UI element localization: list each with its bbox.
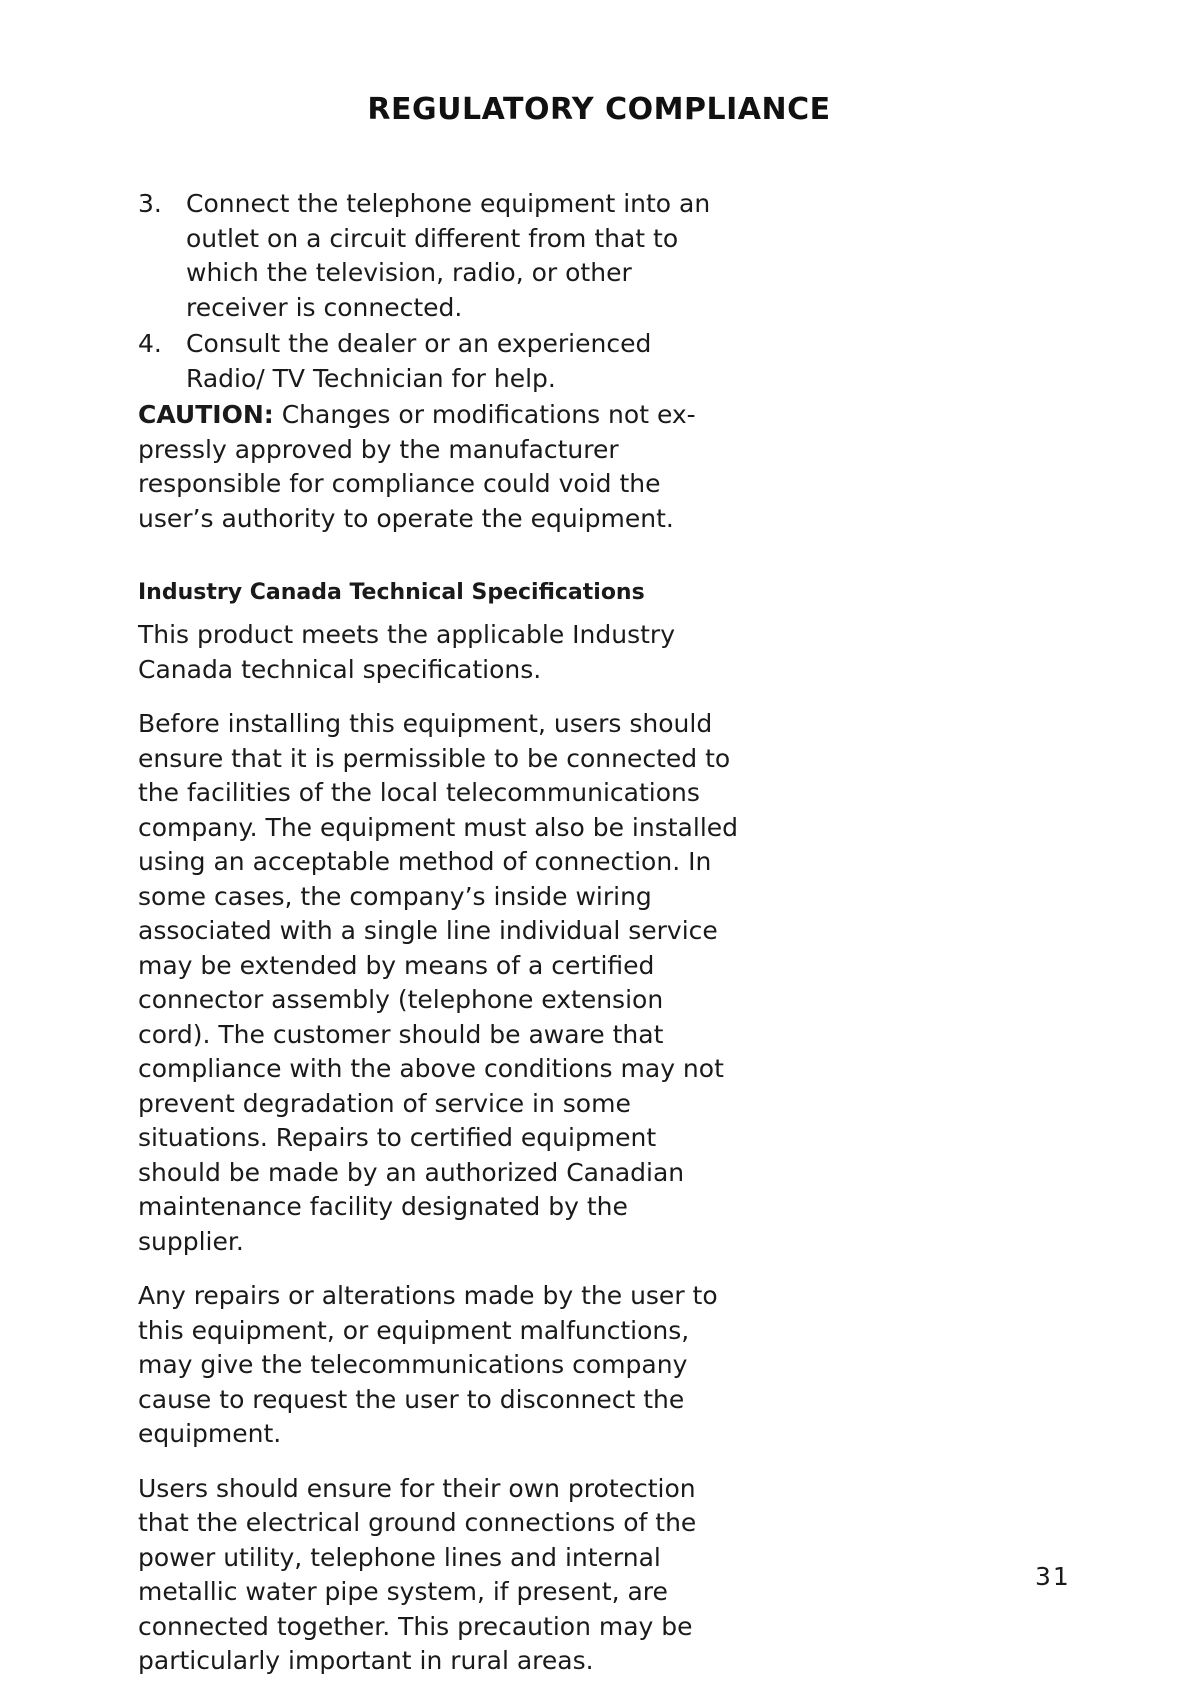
paragraph: Before installing this equipment, users should ensure that it is permissible to be connected to the facilities of the local telecommunications company. The equipment must also be installed using an acceptable method of connection. In some cases, the company’s inside wiring associated with a single line individual service may be extended by means of a certified connector assembly (telephone extension cord). The customer should be aware that compliance with the above conditions may not prevent degradation of service in some situations. Repairs to certified equipment should be made by an authorized Canadian maintenance facility designated by the supplier.	[138, 709, 739, 1256]
page-body	[138, 187, 738, 1699]
list-item-number: 3.	[138, 189, 162, 218]
list-item-text: Consult the dealer or an experienced Radio/ TV Technician for help.	[186, 329, 652, 393]
instruction-list	[138, 187, 738, 396]
section-heading: Industry Canada Technical Specifications	[138, 580, 645, 605]
list-item-number: 4.	[138, 329, 162, 358]
caution-paragraph	[138, 398, 738, 536]
list-item-text: Connect the telephone equipment into an outlet on a circuit different from that to which the television, radio, or other receiver is connected.	[186, 189, 711, 322]
caution-text: Changes or modifications not ex-pressly approved by the manufacturer responsible for compliance could void the user’s authority to operate the equipment.	[138, 400, 696, 533]
paragraph: Any repairs or alterations made by the user to this equipment, or equipment malfunctions, may give the telecommunications company cause to request the user to disconnect the equipment.	[138, 1281, 718, 1448]
page-title: REGULATORY COMPLIANCE	[367, 92, 831, 127]
page-number: 31	[1035, 1562, 1071, 1591]
list-item	[138, 187, 738, 325]
caution-label: CAUTION:	[138, 400, 274, 429]
paragraph: This product meets the applicable Industry Canada technical specifications.	[138, 620, 675, 684]
paragraph: Users should ensure for their own protection that the electrical ground connections of the power utility, telephone lines and internal metallic water pipe system, if present, are connected together. This precaution may be particularly important in rural areas.	[138, 1473, 697, 1675]
list-item	[138, 327, 738, 396]
